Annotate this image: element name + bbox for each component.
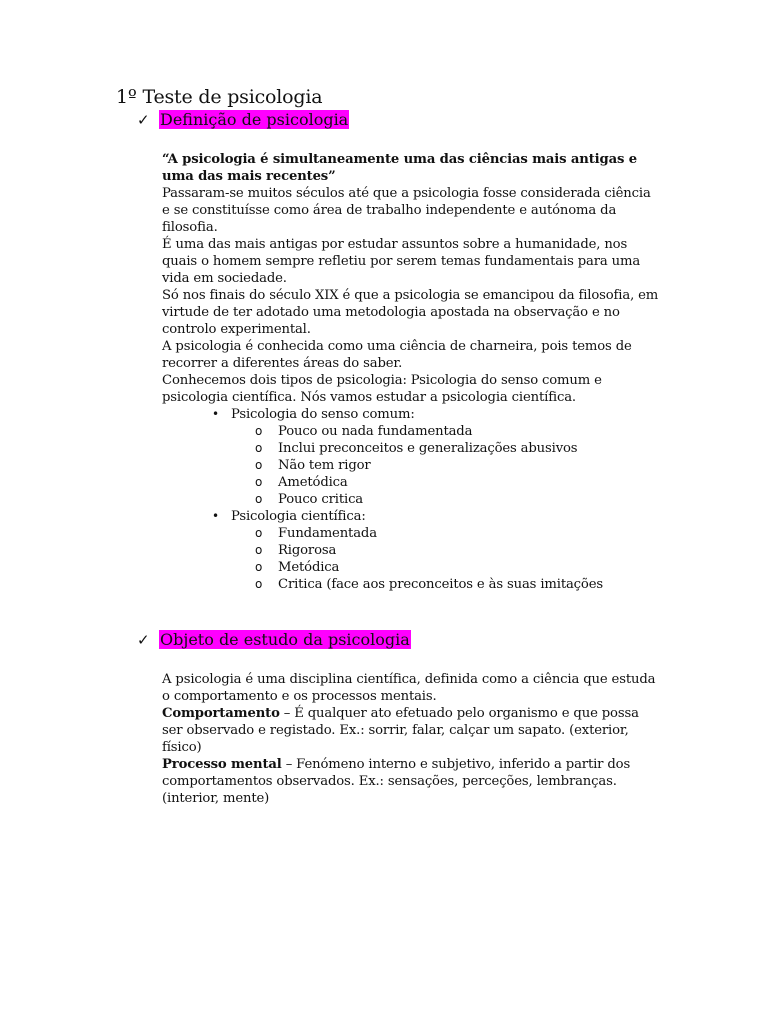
- sublist-item: o Pouco critica: [162, 491, 662, 508]
- paragraph: A psicologia é conhecida como uma ciência de charneira, pois temos de recorrer a diferentes áreas do saber.: [162, 339, 632, 371]
- heading-text: Objeto de estudo da psicologia: [160, 630, 410, 649]
- list-item: [162, 508, 662, 593]
- section-object-body: [162, 671, 662, 807]
- sublist: [231, 525, 662, 593]
- checkmark-icon: ✓: [137, 630, 150, 649]
- sublist-item: o Pouco ou nada fundamentada: [162, 423, 662, 440]
- quote: “A psicologia é simultaneamente uma das ciências mais antigas e uma das mais recentes”: [162, 152, 637, 184]
- paragraph: Conhecemos dois tipos de psicologia: Psicologia do senso comum e psicologia científica. Nós vamos estudar a psicologia científica.: [162, 373, 602, 405]
- document-title: 1º Teste de psicologia: [116, 86, 323, 108]
- definition: – Fenómeno interno e subjetivo, inferido a partir dos comportamentos observados. Ex.: sensações, perceções, lembranças. (interior, mente): [162, 757, 631, 806]
- paragraph: Passaram-se muitos séculos até que a psicologia fosse considerada ciência e se constituísse como área de trabalho independente e autónoma da filosofia.: [162, 186, 651, 235]
- list-item: [162, 406, 662, 508]
- section-heading-definition: [137, 110, 349, 129]
- section-heading-object: [137, 630, 411, 649]
- paragraph: Só nos finais do século XIX é que a psicologia se emancipou da filosofia, em virtude de ter adotado uma metodologia apostada na observação e no controlo experimental.: [162, 288, 659, 337]
- definition-behaviour: [162, 705, 662, 756]
- sublist-item: o Não tem rigor: [162, 457, 662, 474]
- term: Processo mental: [162, 757, 282, 772]
- sublist-item: o Fundamentada: [162, 525, 662, 542]
- list-item-label: Psicologia científica:: [231, 509, 366, 524]
- sublist-item: o Inclui preconceitos e generalizações abusivos: [162, 440, 662, 457]
- types-list: [162, 406, 662, 593]
- sublist-item: o Rigorosa: [162, 542, 662, 559]
- paragraph: É uma das mais antigas por estudar assuntos sobre a humanidade, nos quais o homem sempre refletiu por serem temas fundamentais para uma vida em sociedade.: [162, 237, 641, 286]
- list-item-label: Psicologia do senso comum:: [231, 407, 415, 422]
- sublist: [231, 423, 662, 508]
- sublist-item: o Critica (face aos preconceitos e às suas imitações: [162, 576, 662, 593]
- term: Comportamento: [162, 706, 280, 721]
- sublist-item: o Ametódica: [162, 474, 662, 491]
- heading-text: Definição de psicologia: [160, 110, 349, 129]
- definition-mental-process: [162, 756, 662, 807]
- section-definition-body: [162, 151, 662, 593]
- definition: – É qualquer ato efetuado pelo organismo e que possa ser observado e registado. Ex.: sorrir, falar, calçar um sapato. (exterior, físico): [162, 706, 639, 755]
- checkmark-icon: ✓: [137, 110, 150, 129]
- sublist-item: o Metódica: [162, 559, 662, 576]
- paragraph: A psicologia é uma disciplina científica, definida como a ciência que estuda o comportamento e os processos mentais.: [162, 672, 656, 704]
